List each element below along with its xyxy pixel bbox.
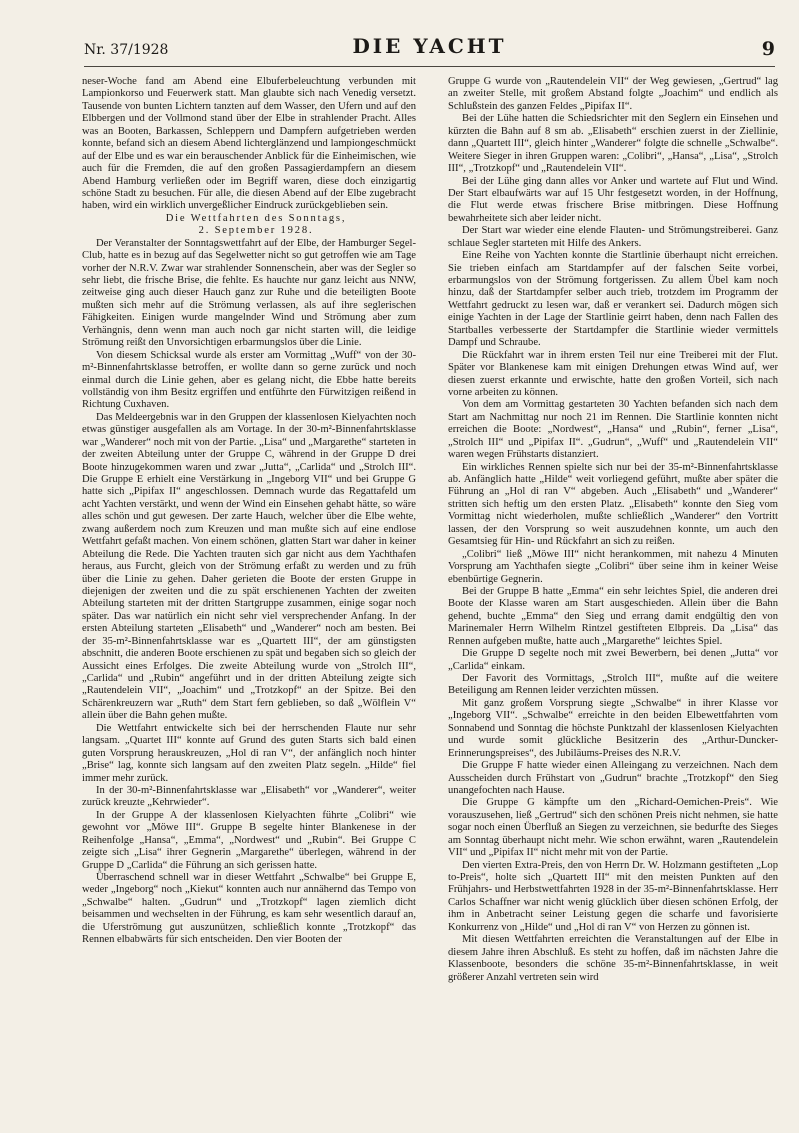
paragraph: Die Wettfahrt entwickelte sich bei der herrschenden Flaute nur sehr langsam. „Quartet III“ konnte auf Grund des guten Starts sich bald einen guten Vorsprung herauskreuzen, „Hol di ran V“, der anfänglich noch hinter „Brise“ lag, konnte sich langsam auf den zweiten Platz segeln. „Hilde“ fiel immer mehr zurück. bbox=[82, 722, 416, 784]
left-column bbox=[82, 76, 416, 947]
paragraph: Überraschend schnell war in dieser Wettfahrt „Schwalbe“ bei Gruppe E, weder „Ingeborg“ noch „Kiekut“ konnten auch nur annähernd das Tempo von „Schwalbe“ halten. „Gudrun“ und „Trotzkopf“ lagen ziemlich dicht beisammen und wechselten in der Führung, es kam sehr wesentlich darauf an, die Uferströmung gut auszunützen, schließlich konnte „Trotzkopf“ das Rennen elbabwärts für sich entscheiden. Den vier Booten der bbox=[82, 872, 416, 946]
paragraph: Gruppe G wurde von „Rautendelein VII“ der Weg gewiesen, „Gertrud“ lag an zweiter Stelle, mit großem Abstand folgte „Joachim“ und endlich als Schlußstein des ganzen Feldes „Pipifax II“. bbox=[448, 76, 778, 112]
right-column bbox=[448, 76, 778, 984]
paragraph: Die Rückfahrt war in ihrem ersten Teil nur eine Treiberei mit der Flut. Später vor Blankenese kam mit einigen Drehungen etwas Wind auf, wer diesen zuerst erkannte und erwischte, hatte den großen Vorteil, sich nach vorne arbeiten zu können. bbox=[448, 349, 778, 398]
paragraph: „Colibri“ ließ „Möwe III“ nicht herankommen, mit nahezu 4 Minuten Vorsprung am Yachthafen siegte „Colibri“ über seine ihm in keiner Weise ebenbürtige Gegnerin. bbox=[448, 548, 778, 585]
paragraph: Den vierten Extra-Preis, den von Herrn Dr. W. Holzmann gestifteten „Lop to-Preis“, holte sich „Quartett III“ mit den meisten Punkten auf den Frühjahrs- und Herbstwettfahrten 1928 in der 35-m²-Binnenfahrtsklasse. Herr Carlos Schaffner war nicht wenig glücklich über diesen schönen Erfolg, der ihm in Anbetracht seiner Leistung gegen die scharfe und favorisierte Konkurrenz von „Hilde“ und „Hol di ran V“ von Herzen zu gönnen ist. bbox=[448, 859, 778, 933]
paragraph: Der Start war wieder eine elende Flauten- und Strömungstreiberei. Ganz schlaue Segler starteten mit Hilfe des Ankers. bbox=[448, 225, 778, 249]
paragraph: In der Gruppe A der klassenlosen Kielyachten führte „Colibri“ wie gewohnt vor „Möwe III“. Gruppe B segelte hinter Blankenese in der Reihenfolge „Hansa“, „Emma“, „Nordwest“ und „Rubin“. Bei Gruppe C zeigte sich „Lisa“ ihrer Gegnerin „Margarethe“ überlegen, während in der Gruppe D „Carlida“ die Führung an sich gerissen hatte. bbox=[82, 809, 416, 871]
paragraph: Der Favorit des Vormittags, „Strolch III“, mußte auf die weitere Beteiligung am Rennen leider verzichten müssen. bbox=[448, 673, 778, 697]
magazine-title: DIE YACHT bbox=[352, 34, 507, 58]
page-header bbox=[84, 30, 775, 67]
paragraph: Von dem am Vormittag gestarteten 30 Yachten befanden sich nach dem Start am Nachmittag nur noch 21 im Rennen. Die Startlinie konnten nicht erreichen die Boote: „Nordwest“, „Hansa“ und „Rubin“, ferner „Lisa“, „Strolch III“ und „Pipifax II“. „Gudrun“, „Wuff“ und „Rautendelein VII“ waren wegen Frühstarts distanziert. bbox=[448, 399, 778, 461]
paragraph: Die Gruppe G kämpfte um den „Richard-Oemichen-Preis“. Wie vorauszusehen, ließ „Gertrud“ sich den schönen Preis nicht nehmen, sie hatte sogar noch einen Überfluß an Siegen zu verzeichnen, sie bedurfte des Sieges am Sonntag überhaupt nicht mehr. Wie schon erwähnt, waren „Rautendelein VII“ und „Pipifax II“ nicht mehr mit von der Partie. bbox=[448, 797, 778, 859]
paragraph: Bei der Lühe ging dann alles vor Anker und wartete auf Flut und Wind. Der Start elbaufwärts war auf 15 Uhr festgesetzt worden, in der Hoffnung, die Flut werde etwas frischere Brise mitbringen. Diese Hoffnung bewahrheitete sich aber leider nicht. bbox=[448, 175, 778, 224]
paragraph: Bei der Gruppe B hatte „Emma“ ein sehr leichtes Spiel, die anderen drei Boote der Klasse waren am Start ausgeschieden. Allein über die Bahn gehend, buchte „Emma“ den Sieg und errang damit endgültig den von Marinemaler Herrn Wilhelm Rintzel gestifteten Elbpreis. Da „Lisa“ das Rennen aufgeben mußte, hatte auch „Margarethe“ leichtes Spiel. bbox=[448, 585, 778, 647]
section-title: Die Wettfahrten des Sonntags, bbox=[165, 212, 347, 224]
paragraph: Das Meldeergebnis war in den Gruppen der klassenlosen Kielyachten noch etwas günstiger ausgefallen als am Vortage. In der 30-m²-Binnenfahrtsklasse war „Wanderer“ noch mit von der Partie. „Lisa“ und „Margarethe“ starteten in der zweiten Abteilung unter der Gruppe C, während in der Gruppe D drei Boote hinzugekommen waren und zwar „Jutta“, „Carlida“ und „Strolch III“. Die Gruppe E erhielt eine Verstärkung in „Ingeborg VII“ und bei Gruppe G hatte sich „Pipifax II“ angeschlossen. Demnach wurde das Regattafeld um acht Yachten verstärkt, und wenn der Wind ein Einsehen gehabt hätte, so wäre alles schön und gut gewesen. Der zarte Hauch, welcher über die Elbe wehte, zwang außerdem noch zum Kreuzen und man mußte sich auf eine endlose Wettfahrt gefaßt machen. Von einem schönen, glatten Start war daher in keiner Abteilung die Rede. Die Yachten trauten sich gar nicht aus dem Yachthafen heraus, aus Furcht, gleich von der Strömung erfaßt zu werden und zu früh über die Linie zu gehen. Daher gerieten die Boote der ersten Gruppe in diejenigen der zweiten und die zu spät erschienenen Yachten der zweiten Abteilung starteten mit der dritten Startgruppe zusammen, einige sogar noch später. Das war natürlich ein nicht sehr viel versprechender Anfang. In der ersten Abteilung starteten „Elisabeth“ und „Wanderer“ noch am besten. Bei der 35-m²-Binnenfahrtsklasse war es „Quartett III“, der am günstigsten abschnitt, die anderen Boote erschienen zu spät und begaben sich so gleich der Aussicht eines Erfolges. Die zweite Abteilung wurde von „Strolch III“, „Carlida“ und „Rubin“ angeführt und in der dritten Abteilung zeigte sich „Rautendelein VII“, „Joachim“ und „Trotzkopf“ an der Spitze. Bei den Schärenkreuzern war „Ruth“ dem Start fern geblieben, so daß „Wölflein V“ allein über die Bahn gehen mußte. bbox=[82, 411, 416, 722]
paragraph: Ein wirkliches Rennen spielte sich nur bei der 35-m²-Binnenfahrtsklasse ab. Anfänglich hatte „Hilde“ weit vorliegend geführt, mußte aber später die Führung an „Hol di ran V“ abgeben. Auch „Elisabeth“ und „Wanderer“ stritten sich heftig um den ersten Platz. „Elisabeth“ konnte den Sieg vom Vormittag nicht wiederholen, mußte schließlich „Wanderer“ den Vortritt lassen, der den Vorsprung so weit auszudehnen konnte, um auch den Gesamtsieg für Hin- und Rückfahrt an sich zu reißen. bbox=[448, 461, 778, 548]
paragraph: Mit diesen Wettfahrten erreichten die Veranstaltungen auf der Elbe in diesem Jahre ihren Abschluß. Es steht zu hoffen, daß im nächsten Jahre die Klassenboote, besonders die schöne 35-m²-Binnenfahrtsklasse, in weit größerer Anzahl vertreten sein wird bbox=[448, 934, 778, 983]
paragraph: Bei der Lühe hatten die Schiedsrichter mit den Seglern ein Einsehen und kürzten die Bahn auf 8 sm ab. „Elisabeth“ erschien zuerst in der Ziellinie, dann „Quartett III“, gleich hinter „Wanderer“ folgte die schnelle „Schwalbe“. Weitere Sieger in ihren Gruppen waren: „Colibri“, „Hansa“, „Lisa“, „Strolch III“, „Trotzkopf“ und „Rautendelein VII“. bbox=[448, 113, 778, 175]
paragraph: In der 30-m²-Binnenfahrtsklasse war „Elisabeth“ vor „Wanderer“, weiter zurück kreuzte „Kehrwieder“. bbox=[82, 784, 416, 809]
section-date: 2. September 1928. bbox=[198, 225, 314, 237]
paragraph: Mit ganz großem Vorsprung siegte „Schwalbe“ in ihrer Klasse vor „Ingeborg VII“. „Schwalbe“ erreichte in den beiden Elbewettfahrten vom Sonnabend und Sonntag die höchste Punktzahl der klassenlosen Kielyachten und wurde somit glückliche Besitzerin des „Arthur-Duncker-Erinnerungspreises“, des Jubiläums-Preises des N.R.V. bbox=[448, 697, 778, 759]
paragraph: Die Gruppe F hatte wieder einen Alleingang zu verzeichnen. Nach dem Ausscheiden durch Frühstart von „Gudrun“ brachte „Trotzkopf“ den Sieg unangefochten nach Hause. bbox=[448, 760, 778, 796]
paragraph: Eine Reihe von Yachten konnte die Startlinie überhaupt nicht erreichen. Sie trieben einfach am Startdampfer auf der falschen Seite vorbei, erbarmungslos von der Strömung fortgerissen. Zu allem Übel kam noch hinzu, daß der Startdampfer selber auch trieb, trotzdem im Programm der Wettfahrt gedruckt zu lesen war, daß er verankert sei. Dadurch mögen sich einige Yachten in der Lage der Startlinie geirrt haben, denn nach Fallen des Startballes verbesserte der Startdampfer die Startlinie wieder vermittels Dampf und Schraube. bbox=[448, 250, 778, 349]
intro-paragraph: neser-Woche fand am Abend eine Elbuferbeleuchtung verbunden mit Lampionkorso und Feuerwerk statt. Man glaubte sich nach Venedig versetzt. Tausende von bunten Lichtern tanzten auf dem Wasser, den Ufern und auf den Elbbergen und der Vollmond stand über der Elbe in strahlender Pracht. Alles was an Booten, Barkassen, Schleppern und Dampfern aufgetrieben werden konnte, befand sich an diesem Abend lichterglänzend und lampiongeschmückt auf der Elbe und es war ein berauschender Anblick für die Einheimischen, wie auch für die Fremden, die auf den großen Passagierdampfern an diesem Abend Hamburg verließen oder im Begriff waren, diese doch einzigartig schöne Stadt zu besuchen. Für alle, die diesen Abend auf der Elbe zugebracht haben, wird ein wirklich unvergeßlicher Eindruck zurückgeblieben sein. bbox=[82, 76, 416, 212]
paragraph: Die Gruppe D segelte noch mit zwei Bewerbern, bei denen „Jutta“ vor „Carlida“ einkam. bbox=[448, 648, 778, 672]
paragraph: Von diesem Schicksal wurde als erster am Vormittag „Wuff“ von der 30-m²-Binnenfahrtsklasse betroffen, er wollte dann so gerne zurück und noch einmal durch die Linie gehen, aber es gelang nicht, die Ebbe hatte bereits vollständig von ihm Besitz ergriffen und entführte den Fürwitzigen reißend in Richtung Cuxhaven. bbox=[82, 349, 416, 411]
issue-number: Nr. 37/1928 bbox=[84, 42, 169, 58]
page-number: 9 bbox=[761, 38, 775, 60]
paragraph: Der Veranstalter der Sonntagswettfahrt auf der Elbe, der Hamburger Segel-Club, hatte es in bezug auf das Segelwetter nicht so gut getroffen wie am Tage vorher der N.R.V. Zwar war strahlender Sonnenschein, aber was der Segler so sehr liebt, die frische Brise, die fehlte. Es hauchte nur ganz leicht aus NNW, zeitweise ging auch dieser Hauch ganz zur Ruhe und die beteiligten Boote mußten sich mehr auf die Strömung verlassen, als auf ihre seglerischen Fähigkeiten. Einigen wurde mangelnder Wind und Strömung aber zum Verhängnis, denn wenn man auch noch gar nicht starten will, die leidige Strömung reißt den Unvorsichtigen erbarmungslos über die Linie. bbox=[82, 237, 416, 349]
